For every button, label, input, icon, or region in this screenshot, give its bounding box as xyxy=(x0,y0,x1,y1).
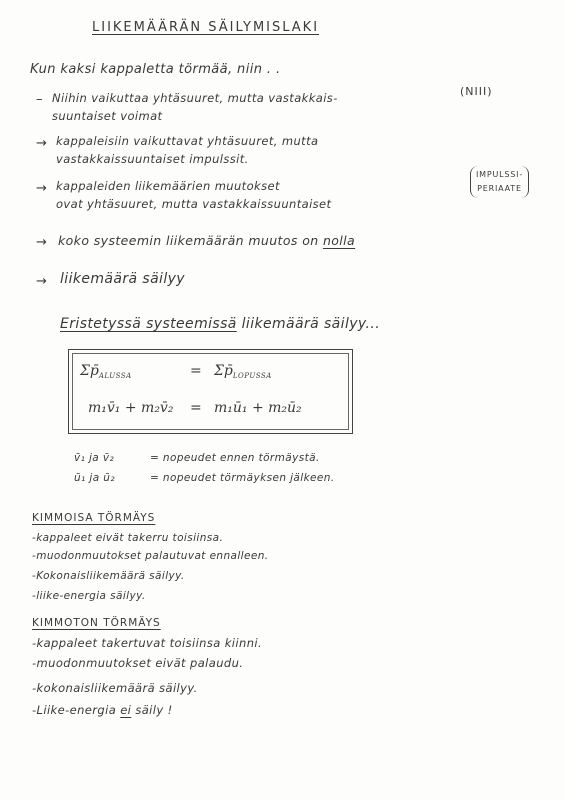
intro-line: Kun kaksi kappaletta törmää, niin . . xyxy=(30,62,281,77)
energy-emphasis: ei xyxy=(120,703,132,717)
step-4-text: koko systeemin liikemäärän muutos on xyxy=(58,233,323,248)
step-2-line-1: kappaleisiin vaikuttavat yhtäsuuret, mutta xyxy=(56,134,319,148)
elastic-item: -kappaleet eivät takerru toisiinsa. xyxy=(32,532,224,544)
isolated-system-rest: liikemäärä säilyy... xyxy=(236,316,381,332)
definition-v-text: = nopeudet ennen törmäystä. xyxy=(150,452,320,464)
step-2-line-2: vastakkaissuuntaiset impulssit. xyxy=(56,152,249,166)
subscript-alussa: ALUSSA xyxy=(98,372,132,380)
isolated-system-underlined: Eristetyssä systeemissä xyxy=(60,316,237,332)
inelastic-item-energy xyxy=(32,703,173,717)
definition-u: ū₁ ja ū₂ xyxy=(74,472,115,484)
impulse-note-line-2: PERIAATE xyxy=(477,184,522,193)
definition-u-text: = nopeudet törmäyksen jälkeen. xyxy=(150,472,335,484)
elastic-item: -muodonmuutokset palautuvat ennalleen. xyxy=(32,550,269,562)
equals-sign: = xyxy=(190,363,202,379)
impulse-note-line-1: IMPULSSI- xyxy=(476,170,524,179)
elastic-item: -Kokonaisliikemäärä säilyy. xyxy=(32,570,185,582)
step-1-line-1: Niihin vaikuttaa yhtäsuuret, mutta vastakkais- xyxy=(52,91,338,105)
equals-sign: = xyxy=(190,400,202,416)
energy-suffix: säily ! xyxy=(131,703,173,717)
definition-v: v̄₁ ja v̄₂ xyxy=(74,452,115,464)
step-1-line-2: suuntaiset voimat xyxy=(52,109,163,123)
inelastic-item: -kokonaisliikemäärä säilyy. xyxy=(32,681,198,695)
arrow-bullet-icon: → xyxy=(36,181,47,196)
p-vector: p̄ xyxy=(89,363,99,379)
step-5-line: liikemäärä säilyy xyxy=(60,271,185,287)
newton-third-law-note: (NIII) xyxy=(460,85,493,98)
equation-box xyxy=(68,349,353,434)
step-4-emphasis: nolla xyxy=(322,233,356,248)
arrow-bullet-icon: → xyxy=(36,136,47,151)
sum-symbol: Σ xyxy=(214,363,224,379)
energy-text: -Liike-energia xyxy=(32,703,121,717)
elastic-heading: KIMMOISA TÖRMÄYS xyxy=(32,512,156,524)
inelastic-heading: KIMMOTON TÖRMÄYS xyxy=(32,617,161,629)
sum-p-alussa xyxy=(80,363,132,380)
arrow-bullet-icon: → xyxy=(36,274,47,289)
dash-bullet: – xyxy=(36,92,43,107)
momentum-after: m₁ū₁ + m₂ū₂ xyxy=(214,400,302,416)
step-4-line xyxy=(58,233,355,248)
step-3-line-1: kappaleiden liikemäärien muutokset xyxy=(56,179,280,193)
step-3-line-2: ovat yhtäsuuret, mutta vastakkaissuuntaiset xyxy=(56,197,332,211)
impulse-principle-note xyxy=(470,166,529,198)
sum-symbol: Σ xyxy=(80,363,90,379)
p-vector: p̄ xyxy=(223,363,233,379)
inelastic-item: -muodonmuutokset eivät palaudu. xyxy=(32,656,244,670)
sum-p-lopussa xyxy=(214,363,272,380)
subscript-lopussa: LOPUSSA xyxy=(232,372,272,380)
elastic-item: -liike-energia säilyy. xyxy=(32,590,146,602)
page-title: LIIKEMÄÄRÄN SÄILYMISLAKI xyxy=(92,20,320,35)
arrow-bullet-icon: → xyxy=(36,235,47,250)
isolated-system-line xyxy=(60,316,380,332)
inelastic-item: -kappaleet takertuvat toisiinsa kiinni. xyxy=(32,636,263,650)
momentum-before: m₁v̄₁ + m₂v̄₂ xyxy=(88,400,174,416)
